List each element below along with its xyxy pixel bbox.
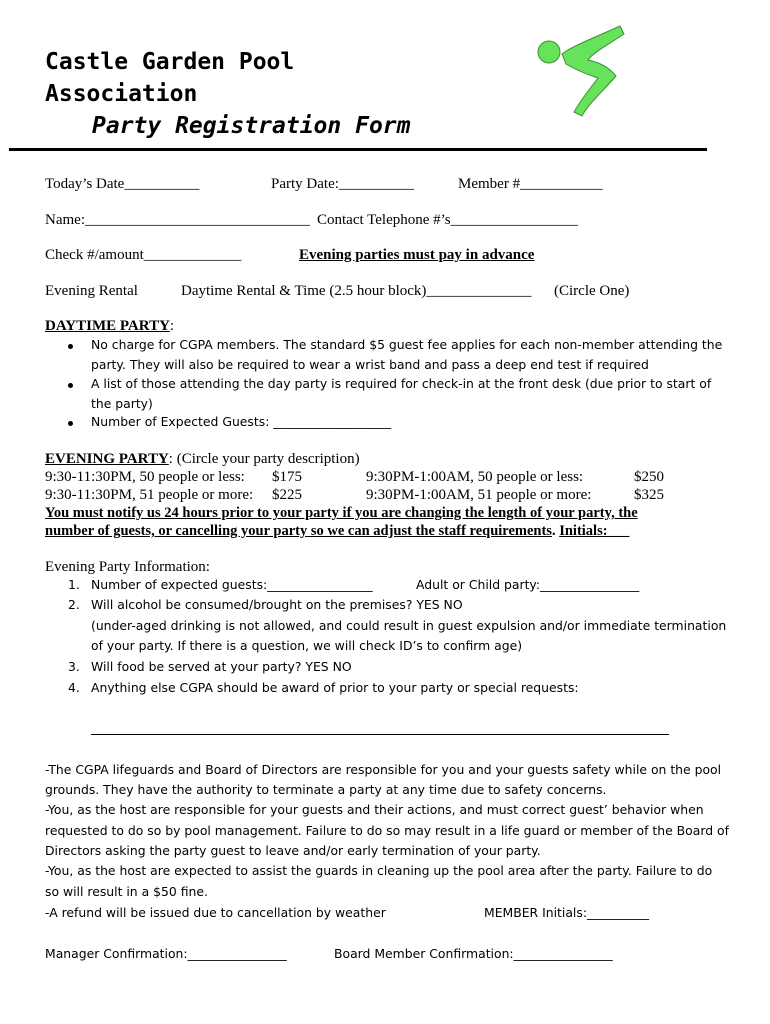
circle-one-label: (Circle One) bbox=[554, 283, 630, 299]
special-requests-question: Anything else CGPA should be award of prior to your party or special requests: bbox=[91, 680, 579, 695]
daytime-bullet1-line2: party. They will also be required to wear a wrist band and pass a deep end test if required bbox=[91, 357, 649, 372]
name-field[interactable]: Name:______________________________ bbox=[45, 212, 310, 228]
list-number: 4. bbox=[68, 680, 80, 695]
list-number: 2. bbox=[68, 597, 80, 612]
alcohol-question[interactable]: Will alcohol be consumed/brought on the premises? YES NO bbox=[91, 597, 463, 612]
rules-line5: Directors asking the party guest to leave and/or early termination of your party. bbox=[45, 843, 541, 858]
rules-line4: requested to do so by pool management. Failure to do so may result in a life guard or member of the Board of bbox=[45, 823, 729, 838]
check-amount-field[interactable]: Check #/amount_____________ bbox=[45, 247, 242, 263]
list-number: 1. bbox=[68, 577, 80, 592]
evening-option-2-price: $225 bbox=[272, 487, 302, 503]
alcohol-note-line2: of your party. If there is a question, we will check ID’s to confirm age) bbox=[91, 638, 523, 653]
rules-line2: grounds. They have the authority to terminate a party at any time due to safety concerns. bbox=[45, 782, 607, 797]
bullet-icon bbox=[68, 421, 73, 426]
notice-line2: number of guests, or cancelling your party so we can adjust the staff requirements. Initials:___ bbox=[45, 523, 630, 539]
header-divider bbox=[9, 148, 707, 151]
evening-info-heading: Evening Party Information: bbox=[45, 559, 210, 575]
evening-option-4[interactable]: 9:30PM-1:00AM, 51 people or more: bbox=[366, 487, 592, 503]
expected-guests-evening-field[interactable]: Number of expected guests:_________________ bbox=[91, 577, 373, 592]
party-date-field[interactable]: Party Date:__________ bbox=[271, 176, 414, 192]
evening-payment-notice: Evening parties must pay in advance bbox=[299, 247, 535, 263]
evening-option-2[interactable]: 9:30-11:30PM, 51 people or more: bbox=[45, 487, 254, 503]
member-initials-field[interactable]: MEMBER Initials:__________ bbox=[484, 905, 649, 920]
notice-line1: You must notify us 24 hours prior to your party if you are changing the length of your party, the bbox=[45, 505, 638, 521]
bullet-icon bbox=[68, 344, 73, 349]
daytime-bullet2-line1: A list of those attending the day party is required for check-in at the front desk (due prior to start of bbox=[91, 376, 712, 391]
evening-party-heading: EVENING PARTY: (Circle your party description) bbox=[45, 451, 360, 467]
swimmer-logo-icon bbox=[536, 18, 632, 122]
daytime-bullet1-line1: No charge for CGPA members. The standard $5 guest fee applies for each non-member attending the bbox=[91, 337, 723, 352]
food-question[interactable]: Will food be served at your party? YES NO bbox=[91, 659, 352, 674]
rules-line3: -You, as the host are responsible for your guests and their actions, and must correct guest’ behavior when bbox=[45, 802, 704, 817]
member-number-field[interactable]: Member #___________ bbox=[458, 176, 603, 192]
initials-field[interactable]: Initials:___ bbox=[559, 523, 630, 539]
rules-line6: -You, as the host are expected to assist the guards in cleaning up the pool area after the party. Failure to do bbox=[45, 863, 713, 878]
evening-option-3-price: $250 bbox=[634, 469, 664, 485]
rules-line1: -The CGPA lifeguards and Board of Directors are responsible for you and your guests safety while on the pool bbox=[45, 762, 722, 777]
manager-confirmation-field[interactable]: Manager Confirmation:________________ bbox=[45, 946, 287, 961]
evening-option-3[interactable]: 9:30PM-1:00AM, 50 people or less: bbox=[366, 469, 584, 485]
evening-option-1-price: $175 bbox=[272, 469, 302, 485]
bullet-icon bbox=[68, 383, 73, 388]
alcohol-note-line1: (under-aged drinking is not allowed, and could result in guest expulsion and/or immediate termination bbox=[91, 618, 727, 633]
rules-line8: -A refund will be issued due to cancellation by weather bbox=[45, 905, 386, 920]
title-line3: Party Registration Form bbox=[92, 113, 411, 139]
title-line1: Castle Garden Pool bbox=[45, 49, 295, 75]
evening-rental-option[interactable]: Evening Rental bbox=[45, 283, 138, 299]
special-requests-line[interactable] bbox=[91, 734, 669, 735]
title-line2: Association bbox=[45, 81, 198, 107]
daytime-rental-option[interactable]: Daytime Rental & Time (2.5 hour block)______________ bbox=[181, 283, 532, 299]
list-number: 3. bbox=[68, 659, 80, 674]
board-member-confirmation-field[interactable]: Board Member Confirmation:________________ bbox=[334, 946, 613, 961]
contact-telephone-field[interactable]: Contact Telephone #’s_________________ bbox=[317, 212, 579, 228]
daytime-party-heading: DAYTIME PARTY: bbox=[45, 318, 175, 334]
rules-line7: so will result in a $50 fine. bbox=[45, 884, 208, 899]
evening-option-4-price: $325 bbox=[634, 487, 664, 503]
evening-option-1[interactable]: 9:30-11:30PM, 50 people or less: bbox=[45, 469, 245, 485]
expected-guests-field[interactable]: Number of Expected Guests: ___________________ bbox=[91, 414, 392, 429]
todays-date-field[interactable]: Today’s Date__________ bbox=[45, 176, 200, 192]
daytime-bullet2-line2: the party) bbox=[91, 396, 153, 411]
adult-child-party-field[interactable]: Adult or Child party:________________ bbox=[416, 577, 640, 592]
